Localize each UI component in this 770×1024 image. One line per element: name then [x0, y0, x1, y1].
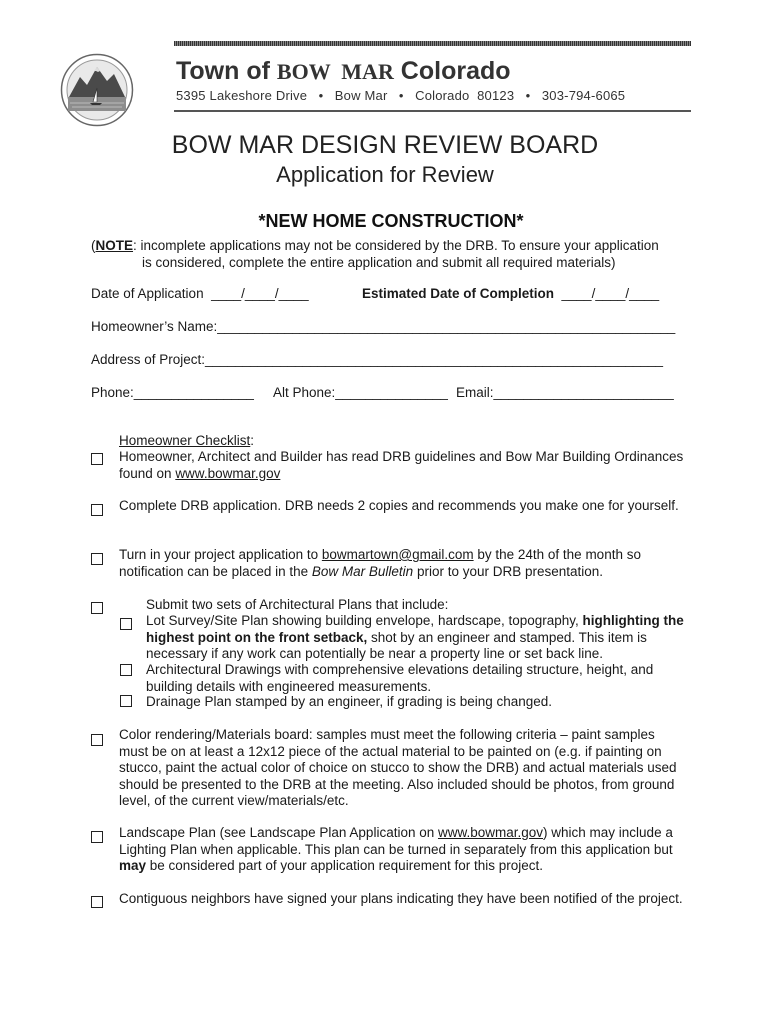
lot-survey-highlight: highlighting the highest point on the front setback, — [146, 613, 684, 645]
checklist-item-landscape-plan — [119, 825, 684, 875]
checklist-item-neighbors: Contiguous neighbors have signed your plans indicating they have been notified of the project. — [119, 891, 683, 906]
town-seal-logo — [60, 53, 134, 127]
checkbox-turn-in-application[interactable] — [91, 553, 103, 565]
bulletin-name: Bow Mar Bulletin — [311, 563, 414, 579]
estimated-completion-field[interactable] — [362, 286, 659, 301]
town-address: 5395 Lakeshore Drive • Bow Mar • Colorado 80123 • 303-794-6065 — [176, 88, 626, 103]
header-rule-bottom — [174, 110, 691, 112]
town-title — [176, 57, 511, 86]
subitem-lot-survey — [146, 613, 686, 663]
application-title — [0, 162, 770, 188]
estimated-completion-blank[interactable]: ____/____/____ — [554, 286, 660, 301]
alt-phone-field[interactable]: Alt Phone:_______________ — [273, 385, 448, 400]
checkbox-guidelines[interactable] — [91, 453, 103, 465]
board-title-text: BOW MAR DESIGN REVIEW BOARD — [171, 131, 599, 159]
checkbox-drainage-plan[interactable] — [120, 695, 132, 707]
town-prefix: Town of — [176, 57, 270, 85]
bowmar-website-link[interactable]: www.bowmar.gov — [175, 465, 281, 481]
phone-field[interactable]: Phone:________________ — [91, 385, 254, 400]
item-turn-in-text-c: prior to your DRB presentation. — [413, 563, 604, 579]
note-label: NOTE — [95, 238, 134, 253]
checklist-item-complete-application: Complete DRB application. DRB needs 2 copies and recommends you make one for yourself. — [119, 498, 679, 513]
checklist-item-turn-in — [119, 547, 684, 580]
checkbox-landscape-plan[interactable] — [91, 831, 103, 843]
checkbox-color-rendering[interactable] — [91, 734, 103, 746]
lot-survey-text-a: Lot Survey/Site Plan showing building envelope, hardscape, topography, — [146, 613, 583, 628]
checkbox-neighbors-notified[interactable] — [91, 896, 103, 908]
checklist-item-guidelines — [119, 449, 684, 482]
checklist-title — [119, 433, 684, 450]
checkbox-architectural-plans[interactable] — [91, 602, 103, 614]
landscape-text-a: Landscape Plan (see Landscape Plan Application on — [119, 825, 438, 840]
landscape-text-b: ) which may include a Lighting Plan when applicable. This plan can be turned in separately from this application but — [119, 825, 673, 857]
note-line-2: is considered, complete the entire application and submit all required materials) — [142, 255, 616, 270]
landscape-text-c: be considered part of your application requirement for this project. — [146, 858, 543, 874]
subitem-drainage-plan: Drainage Plan stamped by an engineer, if grading is being changed. — [146, 694, 553, 709]
estimated-completion-label: Estimated Date of Completion — [362, 286, 555, 301]
note-paren: ( — [91, 238, 96, 253]
checkbox-architectural-drawings[interactable] — [120, 664, 132, 676]
bowmar-website-link-2[interactable]: www.bowmar.gov — [437, 825, 544, 840]
checklist-title-colon: : — [250, 433, 255, 448]
checklist-item-architectural-plans: Submit two sets of Architectural Plans that include: — [146, 597, 449, 612]
item-turn-in-text-b: by the 24th of the month so notification can be placed in the — [119, 547, 641, 579]
construction-heading — [0, 211, 770, 232]
header-rule-top — [174, 41, 691, 46]
board-title — [0, 131, 770, 160]
landscape-may: may — [119, 858, 147, 874]
subitem-architectural-drawings: Architectural Drawings with comprehensive elevations detailing structure, height, and building details with engineered measurements. — [146, 662, 654, 694]
email-link[interactable]: bowmartown@gmail.com — [321, 547, 474, 562]
construction-heading-text: *NEW HOME CONSTRUCTION* — [258, 211, 524, 231]
address-of-project-field[interactable]: Address of Project:_____________________________________________________________ — [91, 352, 664, 367]
application-title-text: Application for Review — [276, 162, 494, 187]
lot-survey-text-b: shot by an engineer and stamped. This item is necessary if any work can potentially be near a property line or set back line. — [146, 629, 647, 662]
note-line-1: : incomplete applications may not be considered by the DRB. To ensure your application — [133, 238, 659, 253]
checkbox-complete-application[interactable] — [91, 504, 103, 516]
checklist-item-color-rendering: Color rendering/Materials board: samples must meet the following criteria – paint samples must be on at least a 12x12 piece of the actual material to be painted on (e.g. if painting on stucco, paint the actual color of choice on stucco to show the DRB) and actual materials used should be presented to the DRB at the meeting. Also included should be photos, from ground level, of the current view/materials/etc. — [119, 727, 677, 809]
item-turn-in-text-a: Turn in your project application to — [119, 547, 322, 562]
town-suffix: Colorado — [400, 57, 511, 85]
note-paragraph — [91, 237, 691, 271]
date-of-application-field[interactable]: Date of Application ____/____/____ — [91, 286, 309, 301]
email-field[interactable]: Email:________________________ — [456, 385, 674, 400]
checkbox-lot-survey[interactable] — [120, 618, 132, 630]
checklist-title-text: Homeowner Checklist — [119, 433, 251, 448]
town-name: BOW MAR — [276, 59, 394, 84]
item-guidelines-text: Homeowner, Architect and Builder has read DRB guidelines and Bow Mar Building Ordinances found on — [119, 449, 684, 481]
homeowner-name-field[interactable]: Homeowner’s Name:_____________________________________________________________ — [91, 319, 676, 334]
